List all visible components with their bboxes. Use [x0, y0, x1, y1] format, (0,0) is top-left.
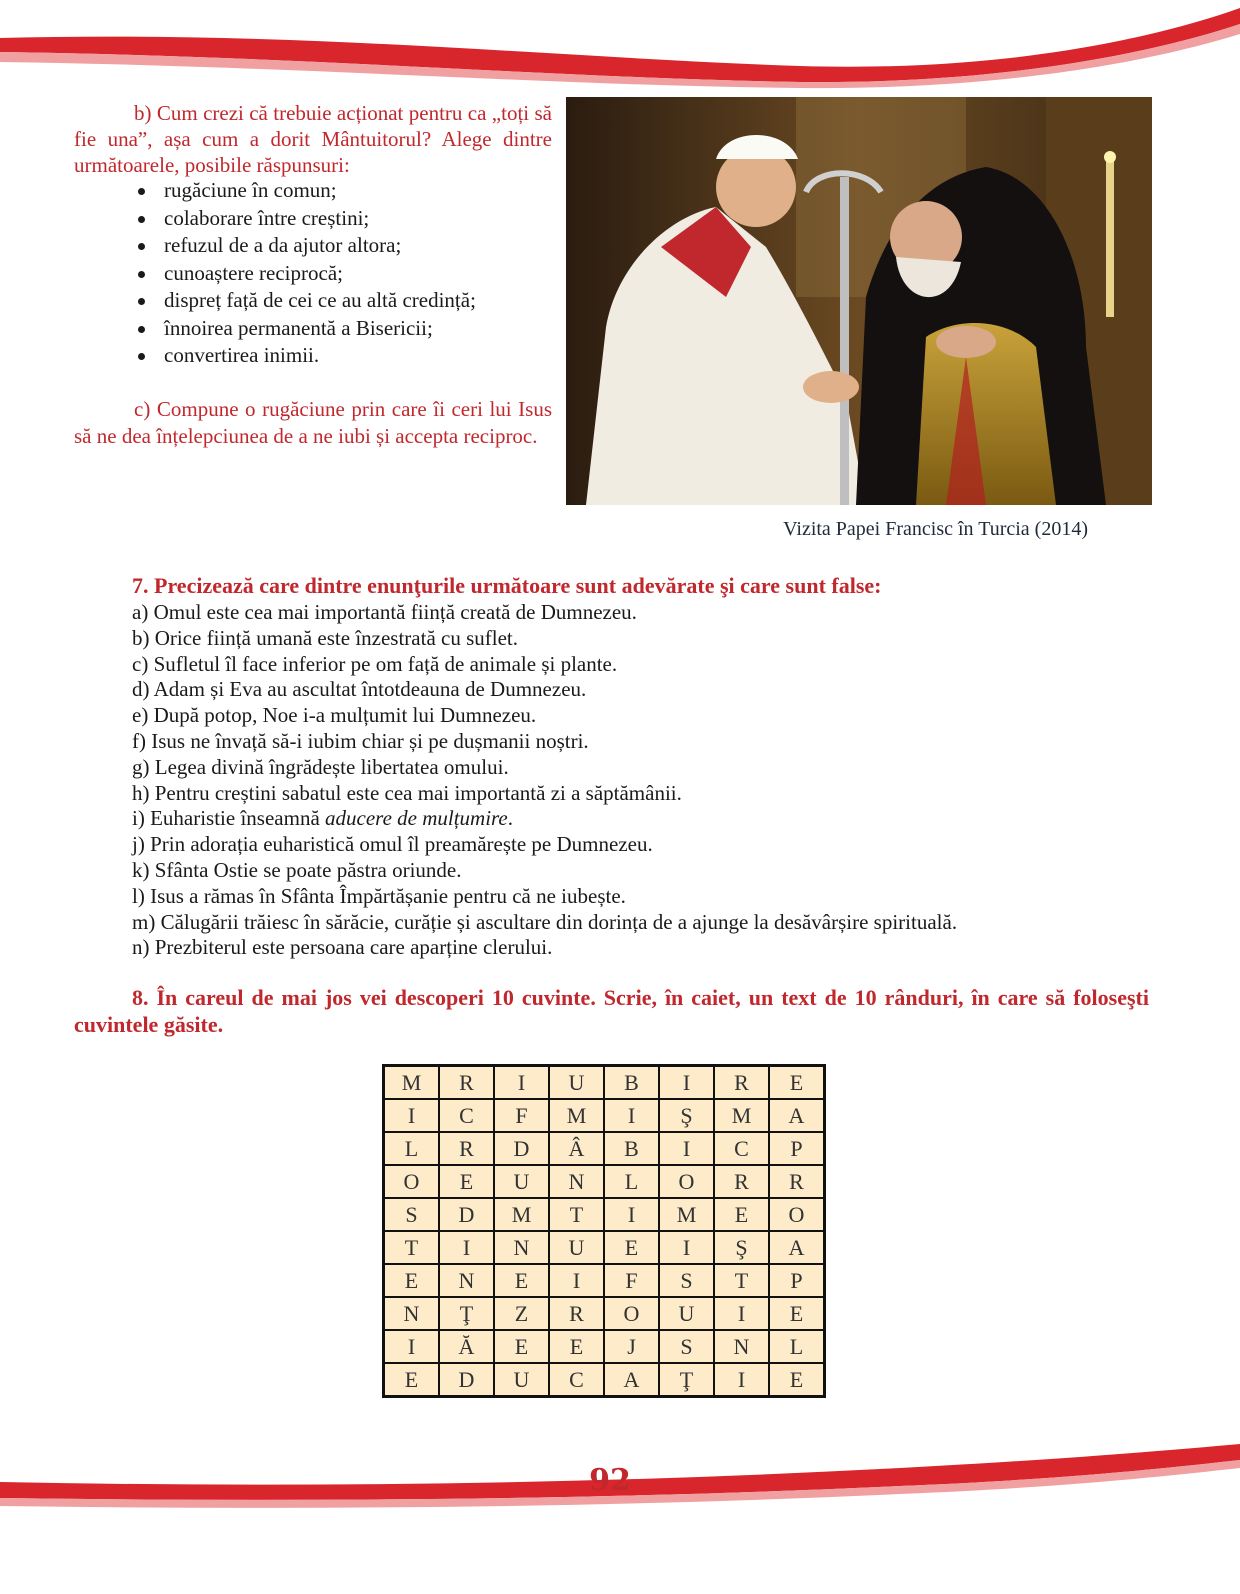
grid-cell: A — [769, 1231, 825, 1264]
grid-cell: I — [714, 1363, 769, 1397]
statement-item: n) Prezbiterul este persoana care aparține clerului. — [132, 935, 553, 960]
option-item: rugăciune în comun; — [136, 177, 476, 205]
grid-cell: R — [549, 1297, 604, 1330]
grid-cell: T — [549, 1198, 604, 1231]
statement-item — [132, 806, 957, 832]
option-item: convertirea inimii. — [136, 342, 476, 370]
grid-cell: D — [439, 1198, 494, 1231]
grid-cell: B — [604, 1132, 659, 1165]
grid-cell: I — [604, 1198, 659, 1231]
grid-cell: I — [384, 1330, 440, 1363]
grid-cell: I — [659, 1066, 714, 1100]
statement-item: d) Adam și Eva au ascultat întotdeauna de Dumnezeu. — [132, 677, 587, 702]
grid-cell: U — [494, 1363, 549, 1397]
grid-cell: L — [769, 1330, 825, 1363]
grid-cell: L — [604, 1165, 659, 1198]
grid-cell: U — [659, 1297, 714, 1330]
grid-cell: N — [714, 1330, 769, 1363]
grid-cell: Ţ — [659, 1363, 714, 1397]
grid-cell: U — [549, 1231, 604, 1264]
grid-cell: Ă — [439, 1330, 494, 1363]
grid-row — [384, 1066, 825, 1100]
page-number: 92 — [589, 1463, 631, 1498]
section-b-intro — [74, 100, 552, 178]
photo-pope-visit — [566, 97, 1152, 505]
grid-cell: E — [384, 1264, 440, 1297]
option-item: înnoirea permanentă a Bisericii; — [136, 315, 476, 343]
option-item: dispreț față de cei ce au altă credință; — [136, 287, 476, 315]
grid-row — [384, 1297, 825, 1330]
grid-cell: E — [439, 1165, 494, 1198]
grid-cell: O — [604, 1297, 659, 1330]
grid-cell: O — [384, 1165, 440, 1198]
grid-cell: F — [604, 1264, 659, 1297]
statement-item: a) Omul este cea mai importantă ființă creată de Dumnezeu. — [132, 600, 637, 624]
grid-cell: I — [714, 1297, 769, 1330]
section-b-question: b) Cum crezi că trebuie acționat pentru ca „toți să fie una”, așa cum a dorit Mântuitorul? Alege dintre următoarele, posibile răspunsuri: — [74, 101, 552, 177]
grid-cell: E — [769, 1297, 825, 1330]
option-item: colaborare între creștini; — [136, 205, 476, 233]
grid-cell: I — [604, 1099, 659, 1132]
section-c-text: c) Compune o rugăciune prin care îi ceri lui Isus să ne dea înțelepciunea de a ne iubi și accepta reciproc. — [74, 397, 552, 448]
grid-cell: I — [384, 1099, 440, 1132]
grid-cell: S — [659, 1264, 714, 1297]
grid-cell: L — [384, 1132, 440, 1165]
grid-cell: O — [769, 1198, 825, 1231]
grid-row — [384, 1132, 825, 1165]
grid-cell: S — [659, 1330, 714, 1363]
grid-row — [384, 1198, 825, 1231]
grid-cell: D — [494, 1132, 549, 1165]
grid-cell: M — [494, 1198, 549, 1231]
statement-i-emphasis: aducere de mulțumire — [325, 806, 508, 831]
question-8-text: 8. În careul de mai jos vei descoperi 10 cuvinte. Scrie, în caiet, un text de 10 rânduri, în care să foloseşti cuvintele găsite. — [74, 985, 1149, 1037]
grid-cell: J — [604, 1330, 659, 1363]
word-search-grid — [382, 1064, 826, 1398]
grid-cell: M — [659, 1198, 714, 1231]
grid-cell: N — [384, 1297, 440, 1330]
statement-item: m) Călugării trăiesc în sărăcie, curăție și ascultare din dorința de a ajunge la desăvârșire spirituală. — [132, 909, 958, 934]
statement-i-start: i) Euharistie înseamnă — [132, 806, 320, 831]
grid-cell: Â — [549, 1132, 604, 1165]
grid-cell: R — [769, 1165, 825, 1198]
grid-cell: M — [549, 1099, 604, 1132]
grid-cell: C — [714, 1132, 769, 1165]
grid-row — [384, 1264, 825, 1297]
option-item: cunoaștere reciprocă; — [136, 260, 476, 288]
grid-cell: Ş — [659, 1099, 714, 1132]
grid-row — [384, 1165, 825, 1198]
grid-cell: E — [769, 1066, 825, 1100]
photo-illustration — [566, 97, 1152, 505]
statement-item: g) Legea divină îngrădește libertatea omului. — [132, 754, 509, 779]
grid-cell: I — [659, 1132, 714, 1165]
grid-cell: I — [439, 1231, 494, 1264]
grid-cell: U — [494, 1165, 549, 1198]
statement-item: b) Orice ființă umană este înzestrată cu suflet. — [132, 625, 518, 650]
statement-i-end: . — [507, 806, 514, 831]
grid-cell: N — [494, 1231, 549, 1264]
grid-cell: Z — [494, 1297, 549, 1330]
grid-row — [384, 1099, 825, 1132]
grid-cell: B — [604, 1066, 659, 1100]
grid-cell: P — [769, 1264, 825, 1297]
header-wave-decoration — [0, 0, 1240, 95]
grid-cell: M — [384, 1066, 440, 1100]
statement-item: f) Isus ne învață să-i iubim chiar și pe dușmanii noștri. — [132, 728, 589, 753]
statement-item: c) Sufletul îl face inferior pe om față de animale și plante. — [132, 651, 618, 676]
grid-cell: S — [384, 1198, 440, 1231]
grid-cell: U — [549, 1066, 604, 1100]
question-7-title: 7. Precizează care dintre enunţurile următoare sunt adevărate şi care sunt false: — [132, 573, 882, 598]
grid-cell: C — [439, 1099, 494, 1132]
grid-row — [384, 1231, 825, 1264]
statement-item: k) Sfânta Ostie se poate păstra oriunde. — [132, 857, 462, 882]
grid-cell: E — [769, 1363, 825, 1397]
grid-cell: E — [494, 1330, 549, 1363]
grid-cell: N — [549, 1165, 604, 1198]
question-7-statements — [132, 600, 957, 961]
photo-caption: Vizita Papei Francisc în Turcia (2014) — [783, 518, 1088, 540]
statement-item: j) Prin adorația euharistică omul îl preamărește pe Dumnezeu. — [132, 832, 653, 857]
grid-cell: N — [439, 1264, 494, 1297]
grid-cell: A — [604, 1363, 659, 1397]
grid-cell: E — [384, 1363, 440, 1397]
statement-item: h) Pentru creștini sabatul este cea mai importantă zi a săptămânii. — [132, 780, 682, 805]
grid-cell: E — [714, 1198, 769, 1231]
section-b-options-list — [136, 177, 476, 370]
grid-cell: R — [714, 1165, 769, 1198]
grid-cell: A — [769, 1099, 825, 1132]
grid-cell: E — [549, 1330, 604, 1363]
grid-cell: I — [659, 1231, 714, 1264]
grid-cell: D — [439, 1363, 494, 1397]
grid-cell: Ş — [714, 1231, 769, 1264]
grid-cell: Ţ — [439, 1297, 494, 1330]
grid-cell: R — [439, 1066, 494, 1100]
grid-cell: R — [714, 1066, 769, 1100]
grid-cell: C — [549, 1363, 604, 1397]
grid-cell: P — [769, 1132, 825, 1165]
grid-cell: T — [714, 1264, 769, 1297]
statement-item: e) După potop, Noe i-a mulțumit lui Dumnezeu. — [132, 703, 537, 728]
grid-cell: E — [604, 1231, 659, 1264]
grid-cell: F — [494, 1099, 549, 1132]
grid-cell: T — [384, 1231, 440, 1264]
statement-item: l) Isus a rămas în Sfânta Împărtășanie pentru că ne iubește. — [132, 883, 626, 908]
grid-cell: R — [439, 1132, 494, 1165]
grid-cell: O — [659, 1165, 714, 1198]
grid-row — [384, 1363, 825, 1397]
option-item: refuzul de a da ajutor altora; — [136, 232, 476, 260]
grid-cell: I — [494, 1066, 549, 1100]
grid-cell: E — [494, 1264, 549, 1297]
grid-cell: I — [549, 1264, 604, 1297]
grid-row — [384, 1330, 825, 1363]
grid-cell: M — [714, 1099, 769, 1132]
